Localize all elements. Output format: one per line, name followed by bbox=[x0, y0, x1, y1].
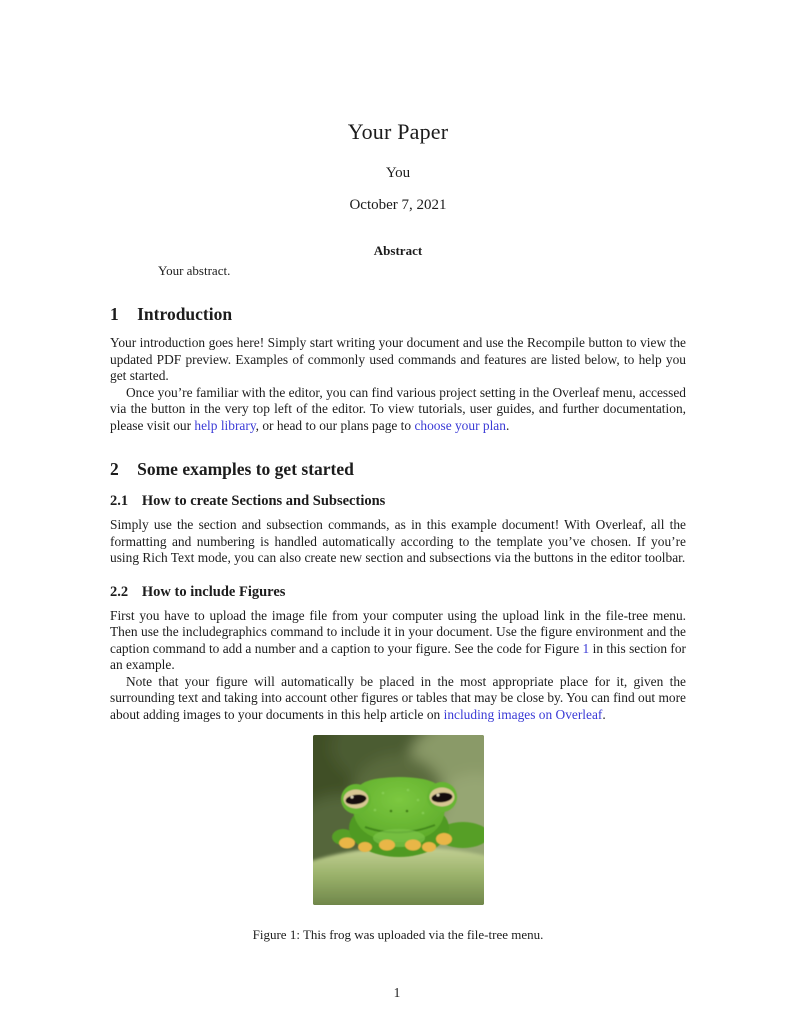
abstract-text: Your abstract. bbox=[158, 263, 231, 278]
section-1-title: Introduction bbox=[137, 304, 233, 324]
page-number: 1 bbox=[393, 985, 401, 1000]
paper-author: You bbox=[385, 165, 411, 181]
section-2-1-heading bbox=[110, 492, 686, 510]
section-1-heading bbox=[110, 303, 686, 325]
section-1-paragraph-2 bbox=[110, 385, 686, 435]
figure-1-image bbox=[313, 735, 484, 905]
section-2-title: Some examples to get started bbox=[137, 459, 354, 479]
figure-1-caption: Figure 1: This frog was uploaded via the file-tree menu. bbox=[252, 927, 544, 942]
help-library-link[interactable]: help library bbox=[194, 417, 256, 433]
paper-date: October 7, 2021 bbox=[349, 197, 447, 213]
abstract-heading: Abstract bbox=[373, 243, 423, 258]
section-1-paragraph-1: Your introduction goes here! Simply start writing your document and use the Recompile button to view the updated PDF preview. Examples of commonly used commands and features are listed below, to help you get started. bbox=[110, 335, 686, 383]
section-2-1-number: 2.1 bbox=[110, 493, 129, 509]
section-1-number: 1 bbox=[110, 304, 119, 324]
paragraph-text: Note that your figure will automatically be placed in the most appropriate place for it, given the surrounding text and taking into account other figures or tables that may be close by. You can find out more about adding images to your documents in this help article on bbox=[110, 673, 686, 722]
paragraph-text: . bbox=[505, 417, 510, 433]
frog-photo bbox=[313, 735, 484, 905]
paragraph-text: . bbox=[602, 706, 606, 722]
paper-title: Your Paper bbox=[347, 119, 449, 144]
section-2-2-paragraph-1 bbox=[110, 608, 686, 674]
choose-your-plan-link[interactable]: choose your plan bbox=[414, 417, 506, 433]
section-2-2-title: How to include Figures bbox=[141, 583, 286, 600]
section-2-2-heading bbox=[110, 583, 686, 601]
section-2-2-paragraph-2 bbox=[110, 674, 686, 724]
section-2-2-number: 2.2 bbox=[110, 583, 129, 600]
paragraph-text: Once you’re familiar with the editor, you can find various project setting in the Overleaf menu, accessed via the button in the very top left of the editor. To view tutorials, user guides, and further documentation, please visit our bbox=[110, 384, 686, 433]
section-2-heading bbox=[110, 458, 686, 480]
paragraph-text: in this section for an example. bbox=[110, 640, 686, 672]
section-2-number: 2 bbox=[110, 459, 119, 479]
figure-1-ref-link[interactable]: 1 bbox=[582, 640, 590, 656]
including-images-link[interactable]: including images on Overleaf bbox=[443, 706, 603, 722]
section-2-1-title: How to create Sections and Subsections bbox=[141, 493, 386, 509]
paragraph-text: , or head to our plans page to bbox=[255, 417, 415, 433]
paragraph-text: First you have to upload the image file from your computer using the upload link in the file-tree menu. Then use the includegraphics command to include it in your document. Use the figure environment and the caption command to add a number and a caption to your figure. See the code for Figure bbox=[110, 607, 686, 656]
section-2-1-paragraph-1: Simply use the section and subsection commands, as in this example document! With Overleaf, all the formatting and numbering is handled automatically according to the template you’ve chosen. If you’re using Rich Text mode, you can also create new section and subsections via the buttons in the editor toolbar. bbox=[110, 517, 686, 565]
